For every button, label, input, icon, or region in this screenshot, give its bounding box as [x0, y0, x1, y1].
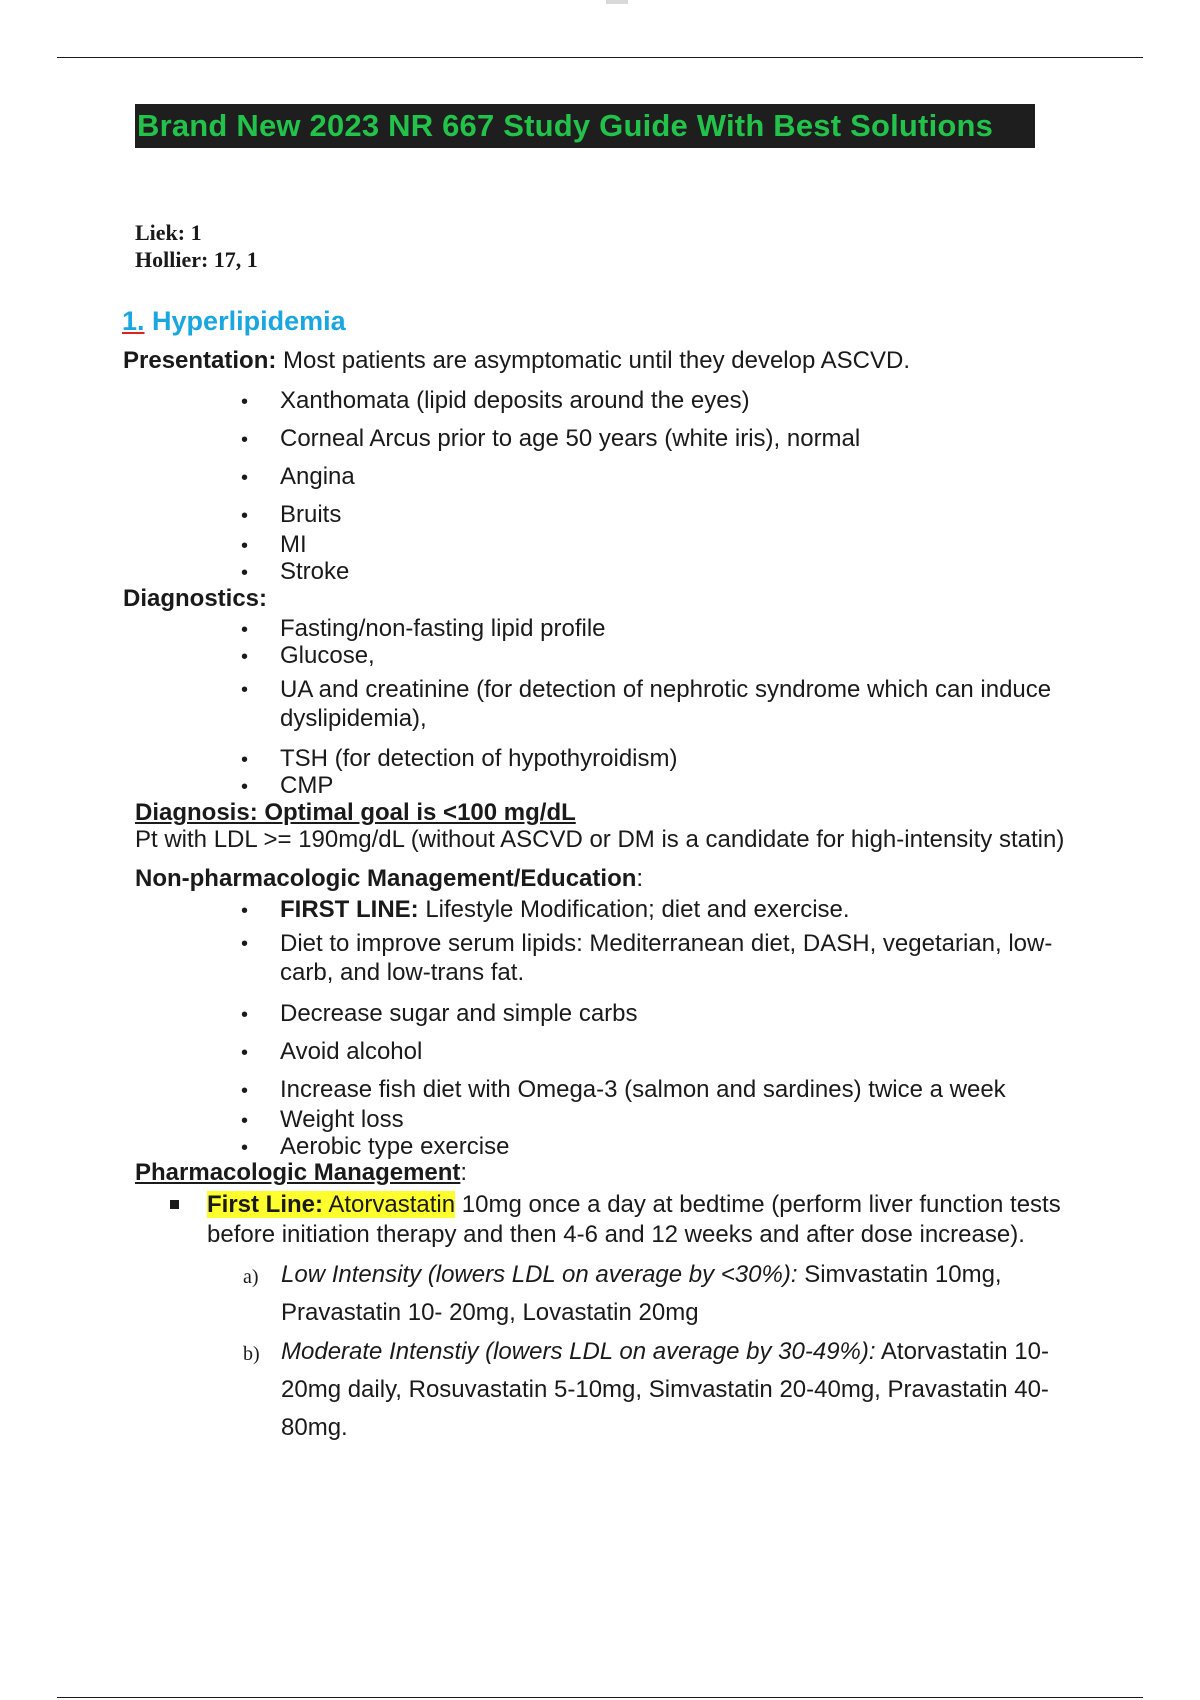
- list-item: • TSH (for detection of hypothyroidism): [241, 745, 678, 772]
- section-title: Hyperlipidemia: [152, 306, 346, 336]
- section-number: 1.: [122, 306, 145, 336]
- bullet-icon: •: [241, 505, 249, 527]
- reference-liek: Liek: 1: [135, 220, 202, 245]
- list-item: • Aerobic type exercise: [241, 1133, 510, 1160]
- footer-rule: [57, 1697, 1143, 1698]
- presentation-text: Most patients are asymptomatic until they develop ASCVD.: [283, 347, 911, 374]
- list-item: • Bruits: [241, 501, 342, 528]
- bullet-icon: •: [241, 679, 249, 701]
- diagnosis-label: Diagnosis: Optimal goal is <100 mg/dL: [135, 799, 576, 826]
- bullet-icon: •: [241, 776, 249, 798]
- bullet-icon: •: [241, 749, 249, 771]
- document-title-banner: Brand New 2023 NR 667 Study Guide With Best Solutions: [135, 104, 1035, 148]
- bullet-icon: •: [241, 1042, 249, 1064]
- list-item: • Corneal Arcus prior to age 50 years (white iris), normal: [241, 425, 861, 452]
- page-top-marker: [606, 0, 628, 4]
- list-item: b) Moderate Intenstiy (lowers LDL on average by 30-49%): Atorvastatin 10-20mg daily, Rosuvastatin 5-10mg, Simvastatin 20-40mg, Pravastatin 40-80mg.: [243, 1338, 1049, 1441]
- list-item: a) Low Intensity (lowers LDL on average by <30%): Simvastatin 10mg, Pravastatin 10- 20mg, Lovastatin 20mg: [243, 1261, 1002, 1326]
- non-pharm-heading: Non-pharmacologic Management/Education:: [135, 865, 644, 892]
- bullet-icon: •: [241, 467, 249, 489]
- bullet-icon: •: [241, 646, 249, 668]
- bullet-icon: •: [241, 429, 249, 451]
- list-item: • Stroke: [241, 558, 350, 585]
- bullet-icon: •: [241, 619, 249, 641]
- bullet-icon: •: [241, 1080, 249, 1102]
- list-item: • Increase fish diet with Omega-3 (salmon and sardines) twice a week: [241, 1076, 1006, 1103]
- references-block: [135, 219, 258, 273]
- bullet-icon: •: [241, 1004, 249, 1026]
- presentation-line: [123, 347, 910, 375]
- list-item: • Fasting/non-fasting lipid profile: [241, 615, 606, 642]
- list-item: • Glucose,: [241, 642, 375, 669]
- list-item: • CMP: [241, 772, 334, 799]
- list-item: • MI: [241, 531, 307, 558]
- non-pharm-label: Non-pharmacologic Management/Education: [135, 865, 637, 892]
- reference-hollier: Hollier: 17, 1: [135, 247, 258, 272]
- list-item: • Weight loss: [241, 1106, 404, 1133]
- list-item: • UA and creatinine (for detection of nephrotic syndrome which can induce dyslipidemia),: [241, 676, 1052, 732]
- bullet-icon: •: [241, 1137, 249, 1159]
- bullet-icon: •: [241, 900, 249, 922]
- diagnosis-text: Pt with LDL >= 190mg/dL (without ASCVD or DM is a candidate for high-intensity statin): [135, 826, 1065, 853]
- list-item: • Avoid alcohol: [241, 1038, 423, 1065]
- first-line-label: First Line:: [207, 1191, 324, 1218]
- bullet-icon: •: [241, 562, 249, 584]
- list-item: • FIRST LINE: Lifestyle Modification; diet and exercise.: [241, 896, 850, 923]
- list-item: • Decrease sugar and simple carbs: [241, 1000, 638, 1027]
- list-item: • Xanthomata (lipid deposits around the eyes): [241, 387, 750, 414]
- header-rule: [57, 57, 1143, 58]
- list-item: • Angina: [241, 463, 355, 490]
- square-bullet-icon: [170, 1200, 179, 1209]
- section-heading: [122, 306, 346, 337]
- bullet-icon: •: [241, 391, 249, 413]
- first-line-drug: Atorvastatin: [328, 1191, 456, 1218]
- diagnostics-label: Diagnostics:: [123, 585, 268, 612]
- bullet-icon: •: [241, 535, 249, 557]
- list-item: • Diet to improve serum lipids: Mediterranean diet, DASH, vegetarian, low-carb, and low-trans fat.: [241, 930, 1053, 986]
- bullet-icon: •: [241, 1110, 249, 1132]
- bullet-icon: •: [241, 933, 249, 955]
- pharm-label: Pharmacologic Management: [135, 1159, 461, 1186]
- list-item: First Line: Atorvastatin 10mg once a day at bedtime (perform liver function tests before initiation therapy and then 4-6 and 12 weeks and after dose increase).: [170, 1190, 1110, 1250]
- pharm-heading: Pharmacologic Management:: [135, 1159, 468, 1186]
- presentation-label: Presentation:: [123, 347, 277, 374]
